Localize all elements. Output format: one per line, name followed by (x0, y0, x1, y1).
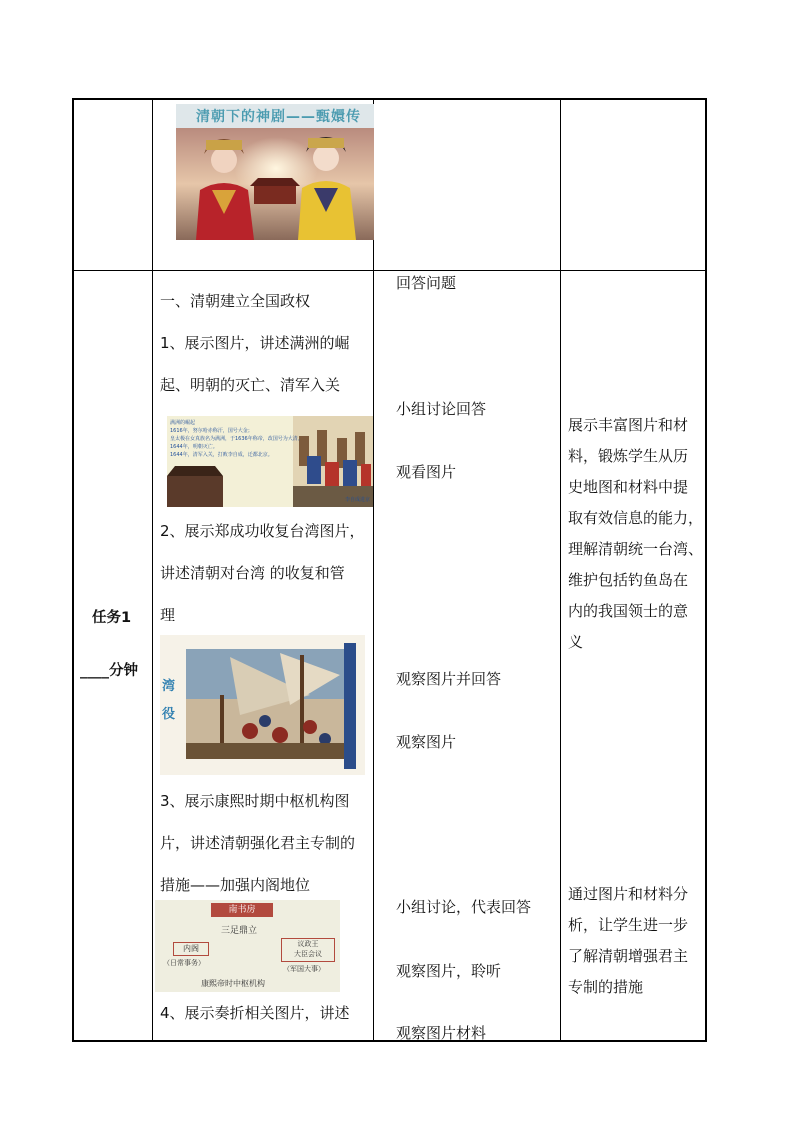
intent-1-line: 理解清朝统一台湾、 (568, 540, 704, 558)
img1-line-2: 皇太极在女真族名为满洲，于1636年称帝，改国号为大清。 (170, 436, 303, 442)
intent-paragraph-2 (568, 879, 688, 1003)
img3-left-box: 内阁 (173, 942, 209, 956)
student-answer-6: 小组讨论，代表回答 (396, 898, 532, 916)
intent-1-line: 展示丰富图片和材 (568, 416, 689, 434)
student-answer-3: 观看图片 (396, 463, 457, 481)
img1-line-0: 满洲的崛起 (170, 420, 196, 426)
item2-line2: 讲述清朝对台湾 的收复和管 (160, 564, 345, 582)
taiwan-recovery-image (160, 635, 365, 775)
intent-1-line: 维护包括钓鱼岛在 (568, 571, 689, 589)
item3-line2: 片，讲述清朝强化君主专制的 (160, 834, 356, 852)
img1-line-4: 1644年，清军入关，打败李自成，迁都北京。 (170, 452, 273, 458)
img3-right-sub: （军国大事） (283, 965, 325, 973)
intent-2-line: 了解清朝增强君主 (568, 947, 689, 965)
img3-right-box-l2: 大臣会议 (294, 950, 322, 958)
row-divider (72, 270, 707, 271)
table-border-top (72, 98, 707, 100)
item1-line1: 1、展示图片，讲述满洲的崛 (160, 334, 350, 352)
item2-line3: 理 (160, 606, 176, 624)
drama-banner-text: 清朝下的神剧——甄嬛传 (196, 109, 361, 125)
img3-caption: 康熙帝时中枢机构 (201, 979, 265, 988)
img1-line-3: 1644年，明朝灭亡。 (170, 444, 218, 450)
manchu-rise-image (167, 416, 373, 507)
intent-paragraph-1 (568, 410, 703, 658)
column-divider-1 (152, 98, 153, 1042)
table-border-left (72, 98, 74, 1042)
intent-1-line: 义 (568, 633, 584, 651)
intent-1-line: 取有效信息的能力， (568, 509, 704, 527)
table-border-bottom (72, 1040, 707, 1042)
student-answer-8: 观察图片材料 (396, 1024, 487, 1042)
img3-left-sub: （日常事务） (163, 959, 205, 967)
img1-caption: 李自成进京 (345, 497, 371, 503)
item3-line3: 措施——加强内阁地位 (160, 876, 311, 894)
student-answer-7: 观察图片，聆听 (396, 962, 502, 980)
content-heading: 一、清朝建立全国政权 (160, 292, 311, 310)
img3-right-box-l1: 议政王 (297, 940, 319, 948)
kangxi-central-structure-image (155, 900, 340, 992)
img3-middle: 三足鼎立 (221, 926, 258, 936)
item3-line1: 3、展示康熙时期中枢机构图 (160, 792, 350, 810)
img3-top: 南书房 (211, 903, 273, 917)
intent-1-line: 内的我国领士的意 (568, 602, 689, 620)
item2-line1: 2、展示郑成功收复台湾图片， (160, 522, 365, 540)
img2-side-char-0: 湾 (162, 679, 176, 694)
student-answer-1: 回答问题 (396, 274, 457, 292)
intent-2-line: 专制的措施 (568, 978, 644, 996)
student-answer-2: 小组讨论回答 (396, 400, 487, 418)
drama-poster-image (176, 104, 374, 240)
intent-2-line: 通过图片和材料分 (568, 885, 689, 903)
intent-1-line: 料，锻炼学生从历 (568, 447, 689, 465)
column-divider-3 (560, 98, 561, 1042)
item1-line2: 起、明朝的灭亡、清军入关 (160, 376, 341, 394)
student-answer-4: 观察图片并回答 (396, 670, 502, 688)
intent-2-line: 析，让学生进一步 (568, 916, 689, 934)
img2-side-char-1: 役 (162, 707, 176, 722)
img1-line-1: 1616年，努尔哈赤称汗，国号大金； (170, 428, 253, 434)
intent-1-line: 史地图和材料中提 (568, 478, 689, 496)
item4-line1: 4、展示奏折相关图片，讲述 (160, 1004, 350, 1022)
task-label: 任务1 (92, 610, 132, 626)
table-border-right (705, 98, 707, 1042)
minutes-label: ____分钟 (80, 663, 138, 679)
student-answer-5: 观察图片 (396, 733, 457, 751)
